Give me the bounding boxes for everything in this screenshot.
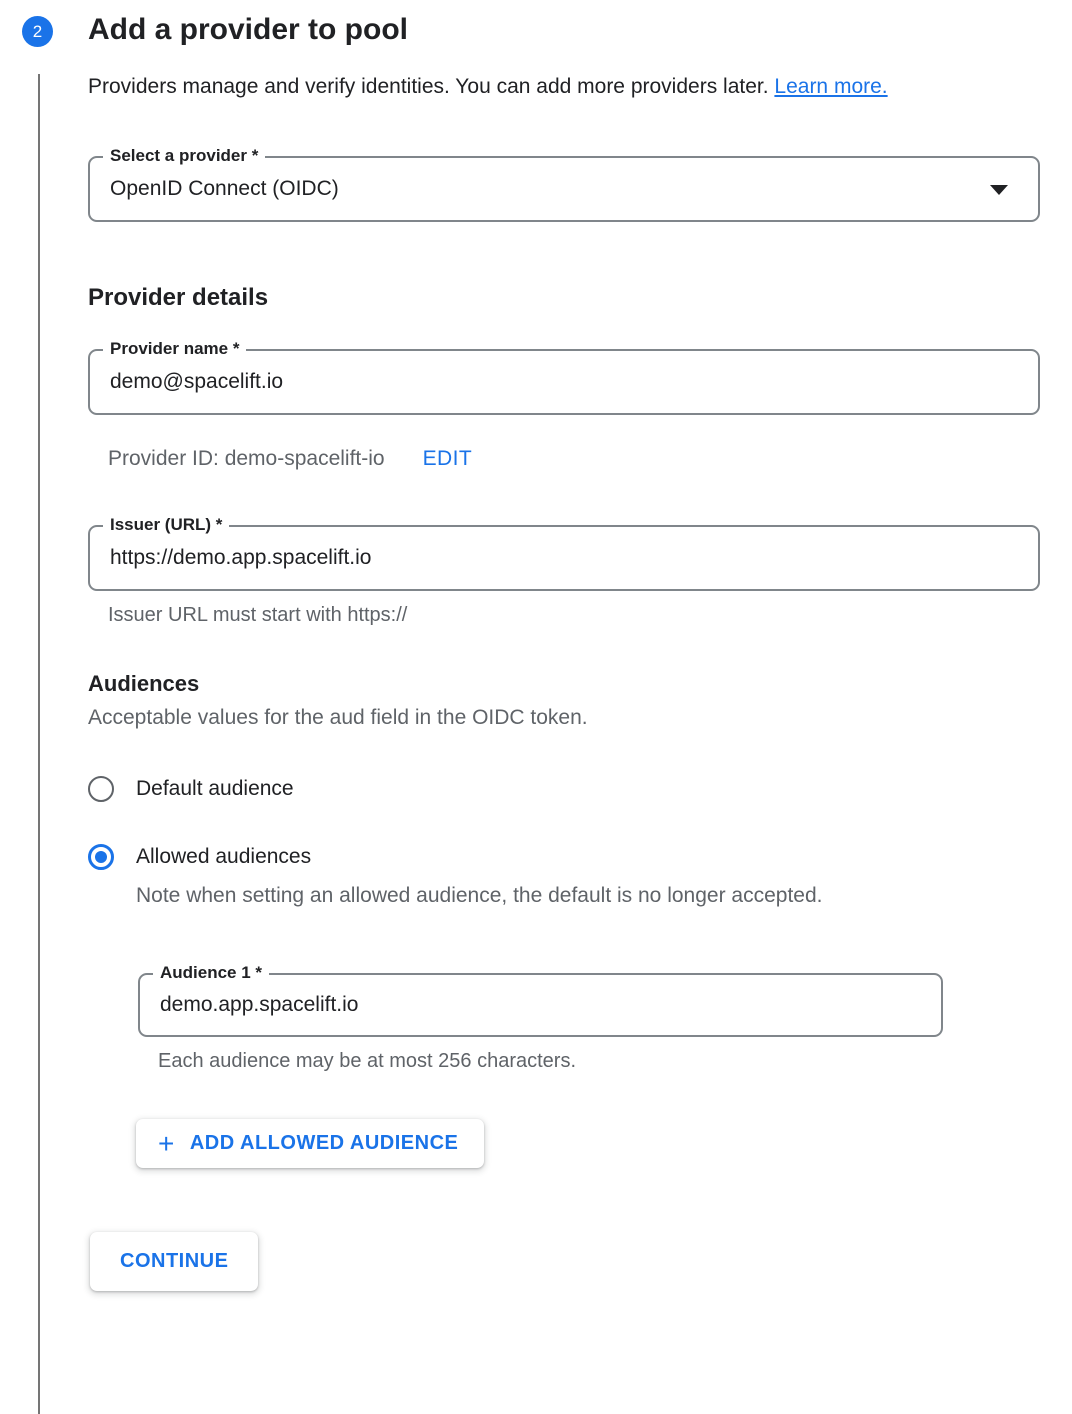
issuer-helper-text: Issuer URL must start with https:// (108, 604, 408, 626)
provider-select-value: OpenID Connect (OIDC) (110, 177, 339, 200)
allowed-audiences-note: Note when setting an allowed audience, the default is no longer accepted. (136, 884, 823, 907)
provider-name-input[interactable] (90, 351, 1038, 413)
issuer-url-field (88, 515, 1040, 591)
allowed-audiences-label: Allowed audiences (136, 845, 312, 868)
provider-details-heading: Provider details (88, 284, 269, 311)
issuer-url-input[interactable] (90, 527, 1038, 589)
provider-id-text: Provider ID: demo-spacelift-io (108, 447, 385, 470)
audiences-heading: Audiences (88, 671, 200, 696)
audience-1-input[interactable] (140, 975, 941, 1035)
audience-1-field (138, 963, 943, 1037)
add-allowed-audience-label: ADD ALLOWED AUDIENCE (189, 1132, 459, 1154)
default-audience-label: Default audience (136, 777, 294, 800)
audience-helper-text: Each audience may be at most 256 characters. (158, 1050, 577, 1072)
radio-dot (95, 851, 107, 863)
add-audience-row (88, 1073, 1040, 1168)
issuer-url-label: Issuer (URL) * (103, 515, 229, 535)
step-description (88, 67, 918, 106)
radio-option-allowed-audiences[interactable] (88, 844, 1040, 870)
step-content (88, 0, 1040, 1291)
learn-more-link[interactable]: Learn more. (774, 75, 888, 98)
provider-select[interactable] (88, 146, 1040, 222)
edit-provider-id-link[interactable]: EDIT (422, 447, 473, 470)
dropdown-arrow-icon (990, 185, 1008, 195)
page-title: Add a provider to pool (88, 13, 408, 46)
radio-selected-icon[interactable] (88, 844, 114, 870)
add-allowed-audience-button[interactable] (136, 1119, 484, 1168)
provider-name-label: Provider name * (103, 339, 246, 359)
step-number-badge: 2 (22, 16, 53, 47)
stepper-connector-line (38, 74, 40, 1414)
step-description-text: Providers manage and verify identities. You can add more providers later. (88, 75, 769, 98)
audiences-subtitle: Acceptable values for the aud field in the OIDC token. (88, 706, 588, 729)
provider-id-row (88, 447, 1040, 471)
audience-1-label: Audience 1 * (153, 963, 269, 983)
plus-icon: + (158, 1127, 175, 1159)
provider-select-label: Select a provider * (103, 146, 265, 166)
radio-unselected-icon[interactable] (88, 776, 114, 802)
continue-row (88, 1232, 1040, 1291)
provider-name-field (88, 339, 1040, 415)
radio-option-default-audience[interactable] (88, 776, 1040, 802)
continue-button[interactable]: CONTINUE (90, 1232, 258, 1291)
